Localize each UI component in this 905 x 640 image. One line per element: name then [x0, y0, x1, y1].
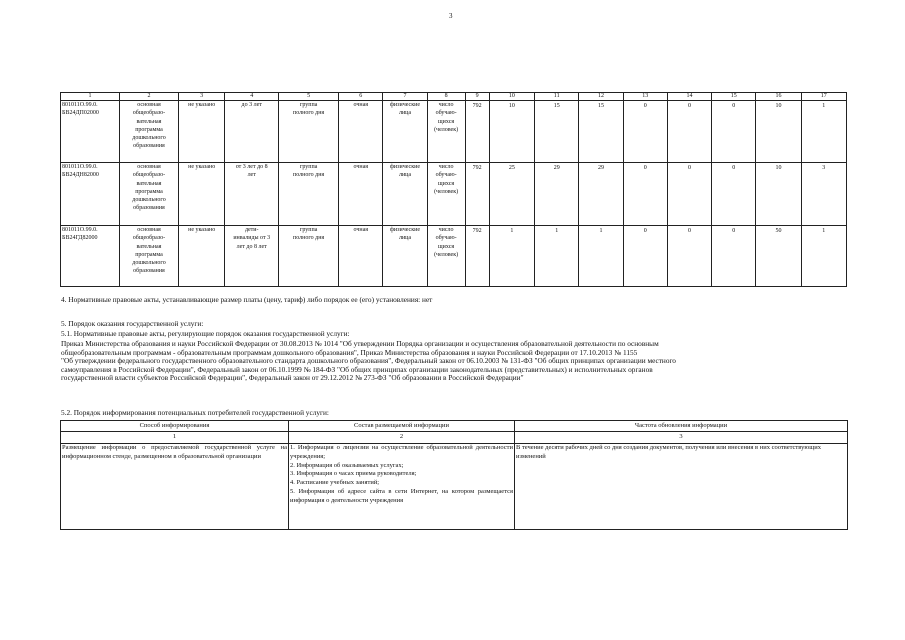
value-cell: 0 [623, 101, 667, 163]
unit-code-cell: 792 [465, 226, 489, 287]
value-cell: 29 [579, 163, 623, 226]
table-row [61, 444, 848, 530]
value-cell: 1 [801, 226, 846, 287]
table-row [61, 163, 847, 226]
age-cell: дети- инвалиды от 3 лет до 8 лет [225, 226, 279, 287]
section-5-heading: 5. Порядок оказания государственной услуги: [61, 319, 204, 328]
column-number-cell: 1 [61, 432, 289, 444]
content-item: 4. Расписание учебных занятий; [290, 479, 380, 487]
value-cell: 1 [535, 226, 579, 287]
program-cell: основная общеобразо- вательная программа дошкольного образования [120, 163, 179, 226]
table-cell: очная [339, 226, 383, 287]
content-item: 5. Информация об адресе сайта в сети Интернет, на котором размещается информация о деятельности учреждения [290, 487, 513, 504]
header-cell: 13 [623, 93, 667, 101]
indicator-cell: число обучаю- щихся (человек) [427, 226, 465, 287]
table-header-row [61, 421, 848, 432]
age-cell: до 3 лет [225, 101, 279, 163]
table-cell: физические лица [383, 101, 427, 163]
informing-method-cell: Размещение информации о предоставляемой государственной услуге на информационном стенде, размещенном в образовательной организации [61, 444, 289, 530]
registry-code-cell: 801011О.99.0. БВ24ДН82000 [61, 163, 120, 226]
normative-acts-line: самоуправления в Российской Федерации", Федеральный закон от 06.10.1999 № 184-ФЗ "Об общих принципах организации законодательных (представительных) и исполнительных органов [61, 364, 653, 374]
indicator-cell: число обучаю- щихся (человек) [427, 163, 465, 226]
value-cell: 0 [667, 163, 711, 226]
value-cell: 1 [579, 226, 623, 287]
value-cell: 3 [801, 163, 846, 226]
table-cell: группа полного дня [279, 163, 339, 226]
indicator-cell: число обучаю- щихся (человек) [427, 101, 465, 163]
header-cell: 16 [756, 93, 801, 101]
value-cell: 0 [623, 226, 667, 287]
content-item: 3. Информация о часах приема руководителя; [290, 470, 417, 478]
header-cell: 15 [712, 93, 756, 101]
table-row [61, 101, 847, 163]
value-cell: 1 [801, 101, 846, 163]
age-cell: от 3 лет до 8 лет [225, 163, 279, 226]
value-cell: 15 [535, 101, 579, 163]
value-cell: 1 [489, 226, 534, 287]
header-cell: 17 [801, 93, 846, 101]
header-cell: 11 [535, 93, 579, 101]
value-cell: 0 [667, 226, 711, 287]
header-cell: 8 [427, 93, 465, 101]
table-cell: очная [339, 163, 383, 226]
normative-acts-line: общеобразовательным программам - образовательным программам дошкольного образования", Приказ Министерства образования и науки Российской Федерации от 17.10.2013 № 1155 [61, 347, 638, 357]
header-cell: 6 [339, 93, 383, 101]
header-cell: 3 [179, 93, 225, 101]
normative-acts-block [61, 340, 676, 383]
value-cell: 10 [756, 163, 801, 226]
table-header-row [61, 93, 847, 101]
header-cell: 1 [61, 93, 120, 101]
table-cell: группа полного дня [279, 226, 339, 287]
header-cell: 5 [279, 93, 339, 101]
registry-code-cell: 801011О.99.0. БВ24ГД82000 [61, 226, 120, 287]
content-item: 1. Информация о лицензии на осуществление образовательной деятельности учреждения; [290, 444, 513, 460]
value-cell: 10 [489, 101, 534, 163]
header-cell: 4 [225, 93, 279, 101]
table-row [61, 226, 847, 287]
normative-acts-line: Приказ Министерства образования и науки Российской Федерации от 30.08.2013 № 1014 "Об утверждении Порядка организации и осуществления образовательной деятельности по основным [61, 339, 659, 348]
value-cell: 10 [756, 101, 801, 163]
value-cell: 50 [756, 226, 801, 287]
table-cell: физические лица [383, 163, 427, 226]
section-5-2-heading: 5.2. Порядок информирования потенциальных потребителей государственной услуги: [61, 408, 329, 417]
service-volume-table [60, 92, 847, 287]
value-cell: 0 [712, 226, 756, 287]
program-cell: основная общеобразо- вательная программа дошкольного образования [120, 226, 179, 287]
table-cell: не указано [179, 163, 225, 226]
header-cell: 7 [383, 93, 427, 101]
header-cell: 2 [120, 93, 179, 101]
informing-table [60, 420, 848, 530]
value-cell: 0 [667, 101, 711, 163]
unit-code-cell: 792 [465, 163, 489, 226]
table-cell: группа полного дня [279, 101, 339, 163]
update-frequency-cell: В течение десяти рабочих дней со дня создания документов, получения или внесения в них соответствующих изменений [515, 444, 848, 530]
column-number-cell: 3 [515, 432, 848, 444]
header-cell: Способ информирования [61, 421, 289, 432]
table-cell: не указано [179, 101, 225, 163]
value-cell: 0 [712, 101, 756, 163]
page-number: 3 [449, 12, 453, 20]
content-item: 2. Информация об оказываемых услугах; [290, 461, 404, 469]
value-cell: 0 [712, 163, 756, 226]
information-content-cell [289, 444, 515, 530]
table-cell: очная [339, 101, 383, 163]
header-cell: Частота обновления информации [515, 421, 848, 432]
header-cell: Состав размещаемой информации [289, 421, 515, 432]
section-4-text: 4. Нормативные правовые акты, устанавливающие размер платы (цену, тариф) либо порядок ее (его) установления: нет [61, 295, 433, 304]
unit-code-cell: 792 [465, 101, 489, 163]
section-5-1-heading: 5.1. Нормативные правовые акты, регулирующие порядок оказания государственной услуги: [61, 329, 350, 338]
value-cell: 0 [623, 163, 667, 226]
normative-acts-line: государственной власти субъектов Российской Федерации", Федеральный закон от 29.12.2012 № 273-ФЗ "Об образовании в Российской Федерации" [61, 373, 524, 383]
header-cell: 12 [579, 93, 623, 101]
value-cell: 29 [535, 163, 579, 226]
header-cell: 14 [667, 93, 711, 101]
table-cell: не указано [179, 226, 225, 287]
value-cell: 25 [489, 163, 534, 226]
registry-code-cell: 801011О.99.0. БВ24ДП02000 [61, 101, 120, 163]
column-number-cell: 2 [289, 432, 515, 444]
table-number-row [61, 432, 848, 444]
value-cell: 15 [579, 101, 623, 163]
normative-acts-line: "Об утверждении федерального государственного образовательного стандарта дошкольного образования", Федеральный закон от 06.10.2003 № 131-ФЗ "Об общих принципах организации местного [61, 356, 676, 366]
program-cell: основная общеобразо- вательная программа дошкольного образования [120, 101, 179, 163]
header-cell: 9 [465, 93, 489, 101]
table-cell: физические лица [383, 226, 427, 287]
header-cell: 10 [489, 93, 534, 101]
